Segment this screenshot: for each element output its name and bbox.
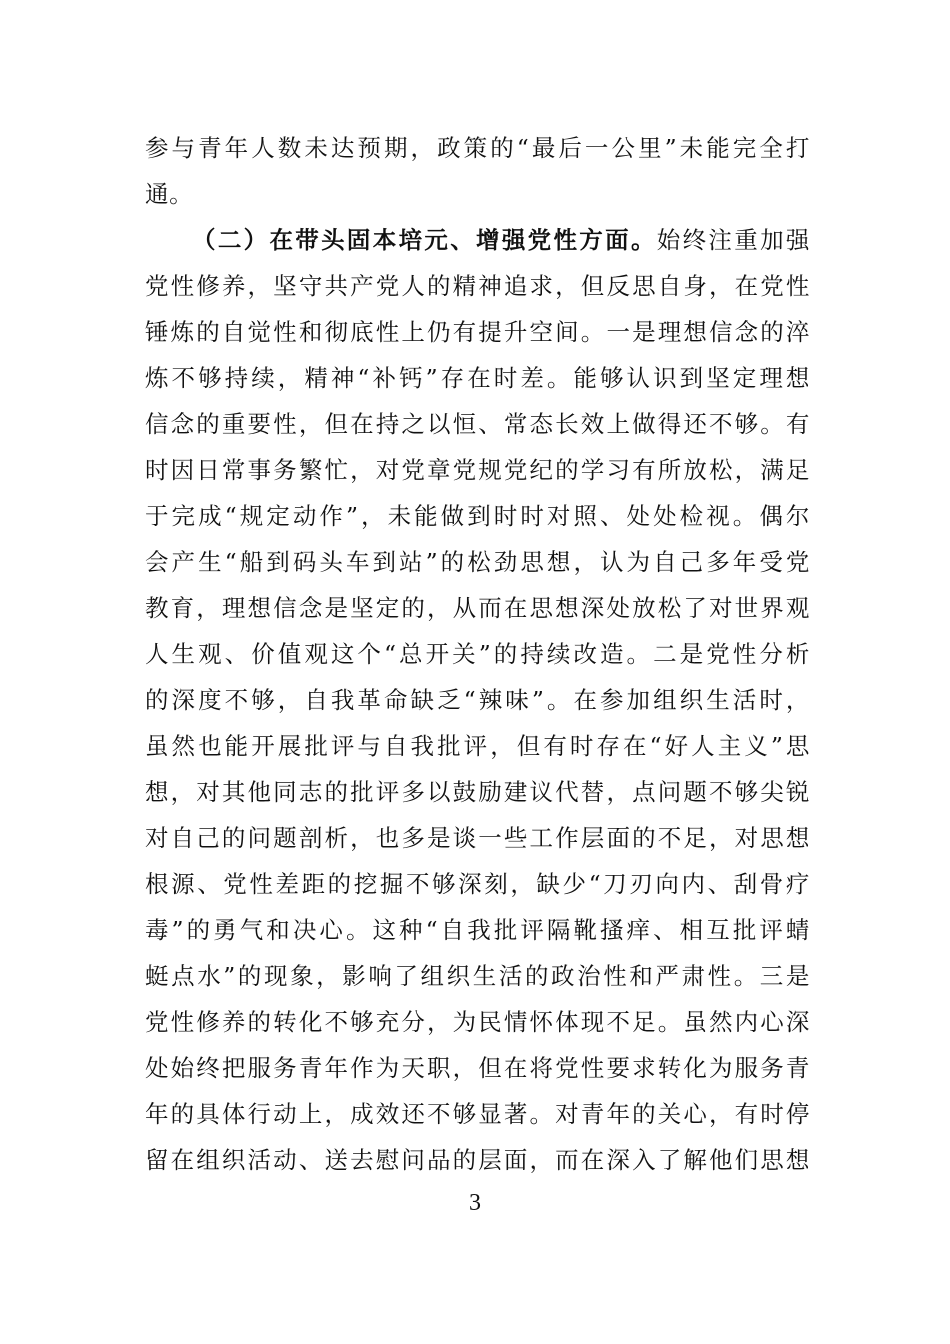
text-line-20: 党性修养的转化不够充分，为民情怀体现不足。虽然内心深: [145, 1008, 810, 1036]
text-line-15: 想，对其他同志的批评多以鼓励建议代替，点问题不够尖锐: [145, 778, 810, 806]
text-line-5: 锤炼的自觉性和彻底性上仍有提升空间。一是理想信念的淬: [145, 318, 810, 346]
text-line-6: 炼不够持续，精神“补钙”存在时差。能够认识到坚定理想: [145, 364, 810, 392]
section-heading: （二）在带头固本培元、增强党性方面。: [192, 226, 657, 254]
text-line-12: 人生观、价值观这个“总开关”的持续改造。二是党性分析: [145, 640, 810, 668]
text-line-22: 年的具体行动上，成效还不够显著。对青年的关心，有时停: [145, 1100, 810, 1128]
text-line-8: 时因日常事务繁忙，对党章党规党纪的学习有所放松，满足: [145, 456, 810, 484]
page-number: 3: [469, 1190, 481, 1216]
text-line-17: 根源、党性差距的挖掘不够深刻，缺少“刀刃向内、刮骨疗: [145, 870, 810, 898]
text-line-18: 毒”的勇气和决心。这种“自我批评隔靴搔痒、相互批评蜻: [145, 916, 810, 944]
section-heading-line: [145, 217, 810, 263]
text-line-7: 信念的重要性，但在持之以恒、常态长效上做得还不够。有: [145, 410, 810, 438]
text-line-19: 蜓点水”的现象，影响了组织生活的政治性和严肃性。三是: [145, 962, 810, 990]
text-line-10: 会产生“船到码头车到站”的松劲思想，认为自己多年受党: [145, 548, 810, 576]
text-line-13: 的深度不够，自我革命缺乏“辣味”。在参加组织生活时，: [145, 686, 810, 714]
section-heading-continuation: 始终注重加强: [656, 226, 810, 254]
text-line-23: 留在组织活动、送去慰问品的层面，而在深入了解他们思想: [145, 1146, 810, 1174]
text-line-4: 党性修养，坚守共产党人的精神追求，但反思自身，在党性: [145, 272, 810, 300]
text-line-1: 参与青年人数未达预期，政策的“最后一公里”未能完全打: [145, 134, 810, 162]
text-line-2: 通。: [145, 180, 194, 208]
text-line-11: 教育，理想信念是坚定的，从而在思想深处放松了对世界观: [145, 594, 810, 622]
text-line-21: 处始终把服务青年作为天职，但在将党性要求转化为服务青: [145, 1054, 810, 1082]
body-text: [145, 125, 810, 1183]
text-line-9: 于完成“规定动作”，未能做到时时对照、处处检视。偶尔: [145, 502, 810, 530]
text-line-14: 虽然也能开展批评与自我批评，但有时存在“好人主义”思: [145, 732, 810, 760]
text-line-16: 对自己的问题剖析，也多是谈一些工作层面的不足，对思想: [145, 824, 810, 852]
